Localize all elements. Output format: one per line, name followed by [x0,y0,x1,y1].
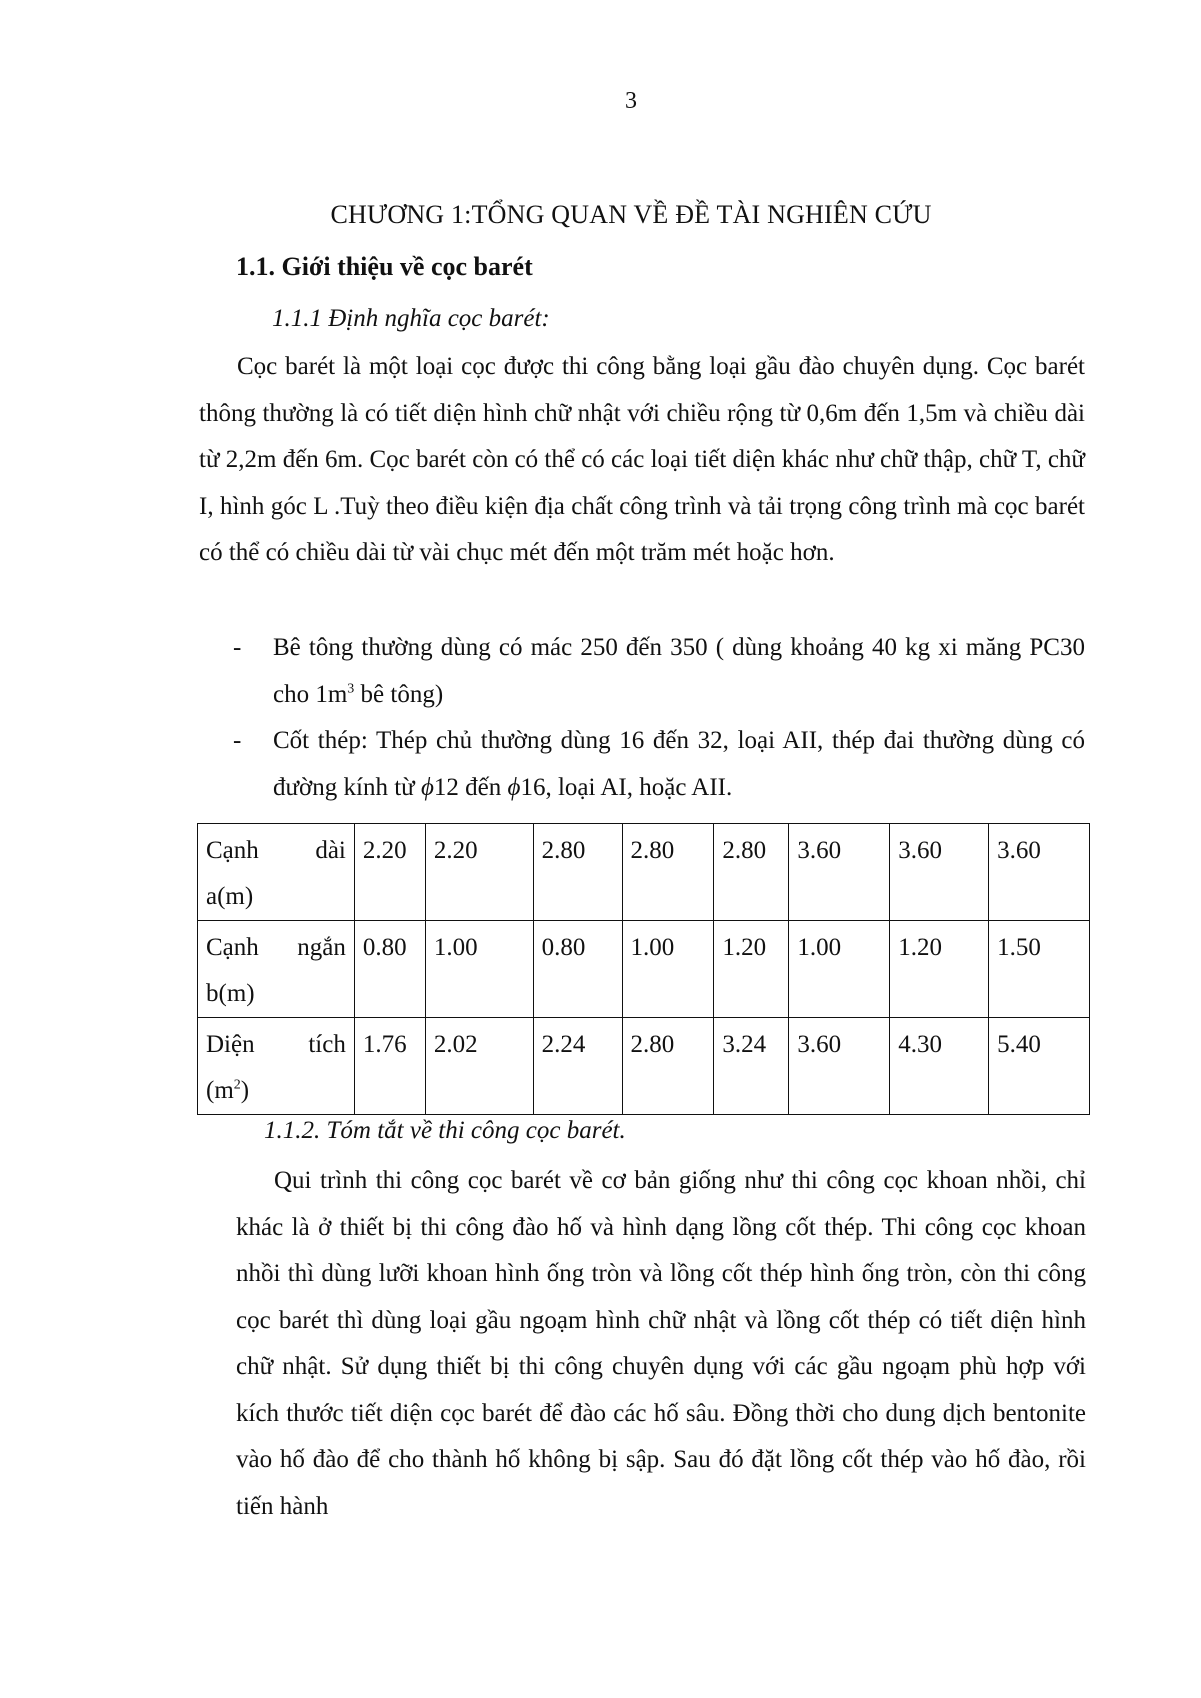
table-cell: 2.24 [533,1018,622,1115]
table-cell: 5.40 [989,1018,1090,1115]
table-cell: 3.60 [789,1018,890,1115]
page-number: 3 [625,88,637,114]
superscript-3: 3 [347,681,355,697]
table-cell: 2.80 [714,824,789,921]
bullet-concrete [233,625,1085,718]
table-cell: 1.20 [890,921,989,1018]
table-cell: 0.80 [533,921,622,1018]
pile-dimension-table [197,823,1090,1115]
table-cell: 2.20 [425,824,533,921]
table-cell: 1.00 [425,921,533,1018]
table-cell: 0.80 [354,921,425,1018]
table-cell: 1.76 [354,1018,425,1115]
phi-symbol: ϕ [420,773,434,801]
bullet-concrete-text: Bê tông thường dùng có mác 250 đến 350 ( dùng khoảng 40 kg xi măng PC30 cho 1m [273,634,1085,708]
table-cell: 2.80 [533,824,622,921]
bullet-concrete-tail: bê tông) [354,680,444,708]
table-cell: 3.60 [890,824,989,921]
table-row-long-side [198,824,1090,921]
table-cell: 3.24 [714,1018,789,1115]
row-header-long-side: Cạnh dài a(m) [198,824,355,921]
bullet-steel-text: Cốt thép: Thép chủ thường dùng 16 đến 32, loại AII, thép đai thường dùng có đường kính từ [273,727,1085,801]
row-header-area: Diện tích $(m^2)$ [198,1018,355,1115]
table-cell: 3.60 [789,824,890,921]
bullet-dash: - [233,634,242,661]
row-header-short-side: Cạnh ngắn b(m) [198,921,355,1018]
table-cell: 1.00 [622,921,714,1018]
table-cell: 2.20 [354,824,425,921]
table-cell: 1.00 [789,921,890,1018]
table-cell: 4.30 [890,1018,989,1115]
definition-text: Cọc barét là một loại cọc được thi công bằng loại gầu đào chuyên dụng. Cọc barét thông thường là có tiết diện hình chữ nhật với chiều rộng từ 0,6m đến 1,5m và chiều dài từ 2,2m đến 6m. Cọc barét còn có thể có các loại tiết diện khác như chữ thập, chữ T, chữ I, hình góc L .Tuỳ theo điều kiện địa chất công trình và tải trọng công trình mà cọc barét có thể có chiều dài từ vài chục mét đến một trăm mét hoặc hơn. [199,353,1085,566]
table-cell: 1.20 [714,921,789,1018]
bullet-dash: - [233,727,242,754]
table-cell: 3.60 [989,824,1090,921]
phi-symbol: ϕ [507,773,521,801]
construction-text: Qui trình thi công cọc barét về cơ bản giống như thi công cọc khoan nhồi, chỉ khác là ở thiết bị thi công đào hố và hình dạng lồng cốt thép. Thi công cọc khoan nhồi thì dùng lưỡi khoan hình ống tròn và lồng cốt thép hình ống tròn, còn thi công cọc barét thì dùng loại gầu ngoạm hình chữ nhật và lồng cốt thép có tiết diện hình chữ nhật. Sử dụng thiết bị thi công chuyên dụng với các gầu ngoạm phù hợp với kích thước tiết diện cọc barét để đào các hố sâu. Đồng thời cho dung dịch bentonite vào hố đào để cho thành hố không bị sập. Sau đó đặt lồng cốt thép vào hố đào, rồi tiến hành [236,1167,1086,1520]
table-row-short-side [198,921,1090,1018]
chapter-title: CHƯƠNG 1:TỔNG QUAN VỀ ĐỀ TÀI NGHIÊN CỨU [330,200,932,229]
table-cell: 2.80 [622,1018,714,1115]
bullet-steel [233,718,1085,811]
table-cell: 2.80 [622,824,714,921]
subsection-heading-1-1-2: 1.1.2. Tóm tắt về thi công cọc barét. [264,1117,626,1144]
subsection-heading-1-1-1: 1.1.1 Định nghĩa cọc barét: [272,305,550,332]
table-cell: 2.02 [425,1018,533,1115]
table-cell: 1.50 [989,921,1090,1018]
construction-paragraph [236,1158,1086,1530]
table-row-area [198,1018,1090,1115]
bullet-steel-value-2: 16, loại AI, hoặc AII. [520,773,733,801]
section-heading-1-1: 1.1. Giới thiệu về cọc barét [236,252,533,281]
definition-paragraph [199,344,1085,577]
bullet-steel-value-1: 12 đến [433,773,508,801]
